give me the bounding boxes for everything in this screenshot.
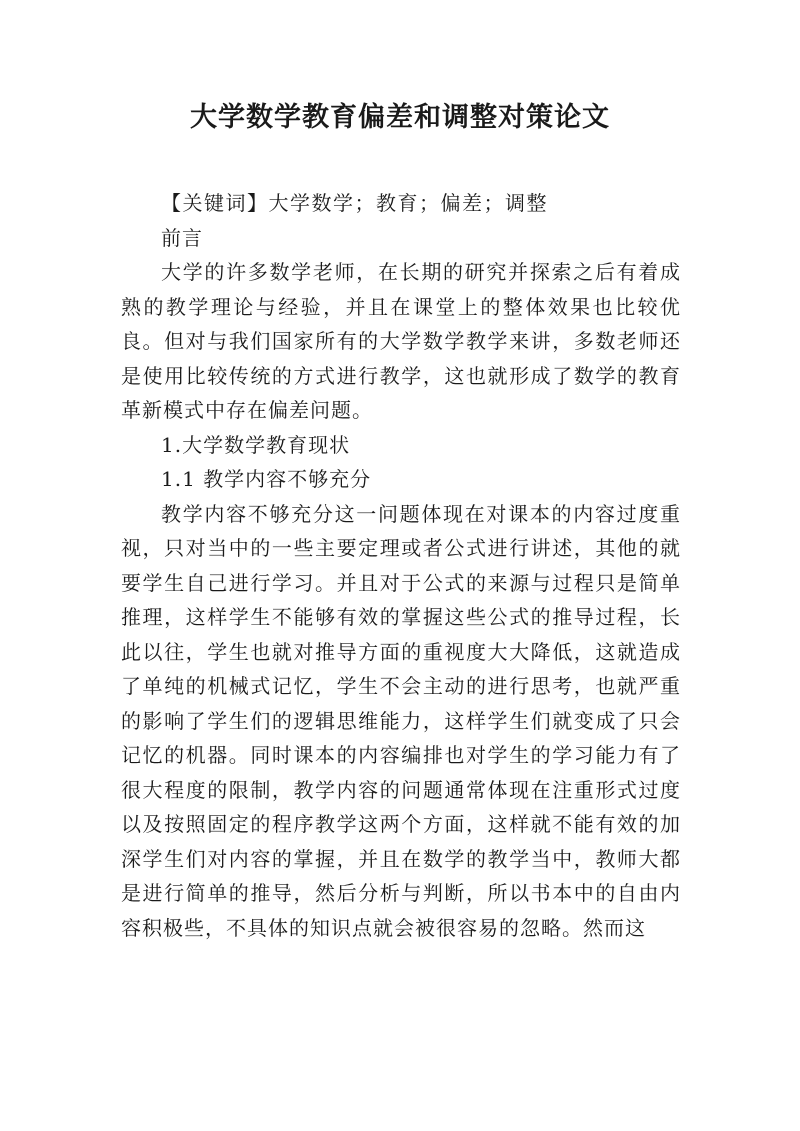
preface-paragraph: 大学的许多数学老师，在长期的研究并探索之后有着成熟的教学理论与经验，并且在课堂上的整体效果也比较优良。但对与我们国家所有的大学数学教学来讲，多数老师还是使用比较传统的方式进行教学，这也就形成了数学的教育革新模式中存在偏差问题。 xyxy=(121,260,681,422)
keywords-line: 【关键词】大学数学；教育；偏差；调整 xyxy=(161,191,548,215)
document-title: 大学数学教育偏差和调整对策论文 xyxy=(190,102,610,133)
preface-heading: 前言 xyxy=(161,225,203,250)
subsection-heading: 1.1 教学内容不够充分 xyxy=(161,467,372,491)
document-body xyxy=(121,186,681,945)
section-heading: 1.大学数学教育现状 xyxy=(161,432,351,457)
subsection-paragraph: 教学内容不够充分这一问题体现在对课本的内容过度重视，只对当中的一些主要定理或者公式进行讲述，其他的就要学生自己进行学习。并且对于公式的来源与过程只是简单推理，这样学生不能够有效的掌握这些公式的推导过程，长此以往，学生也就对推导方面的重视度大大降低，这就造成了单纯的机械式记忆，学生不会主动的进行思考，也就严重的影响了学生们的逻辑思维能力，这样学生们就变成了只会记忆的机器。同时课本的内容编排也对学生的学习能力有了很大程度的限制，教学内容的问题通常体现在注重形式过度以及按照固定的程序教学这两个方面，这样就不能有效的加深学生们对内容的掌握，并且在数学的教学当中，教师大都是进行简单的推导，然后分析与判断，所以书本中的自由内容积极些，不具体的知识点就会被很容易的忽略。然而这 xyxy=(121,501,681,940)
